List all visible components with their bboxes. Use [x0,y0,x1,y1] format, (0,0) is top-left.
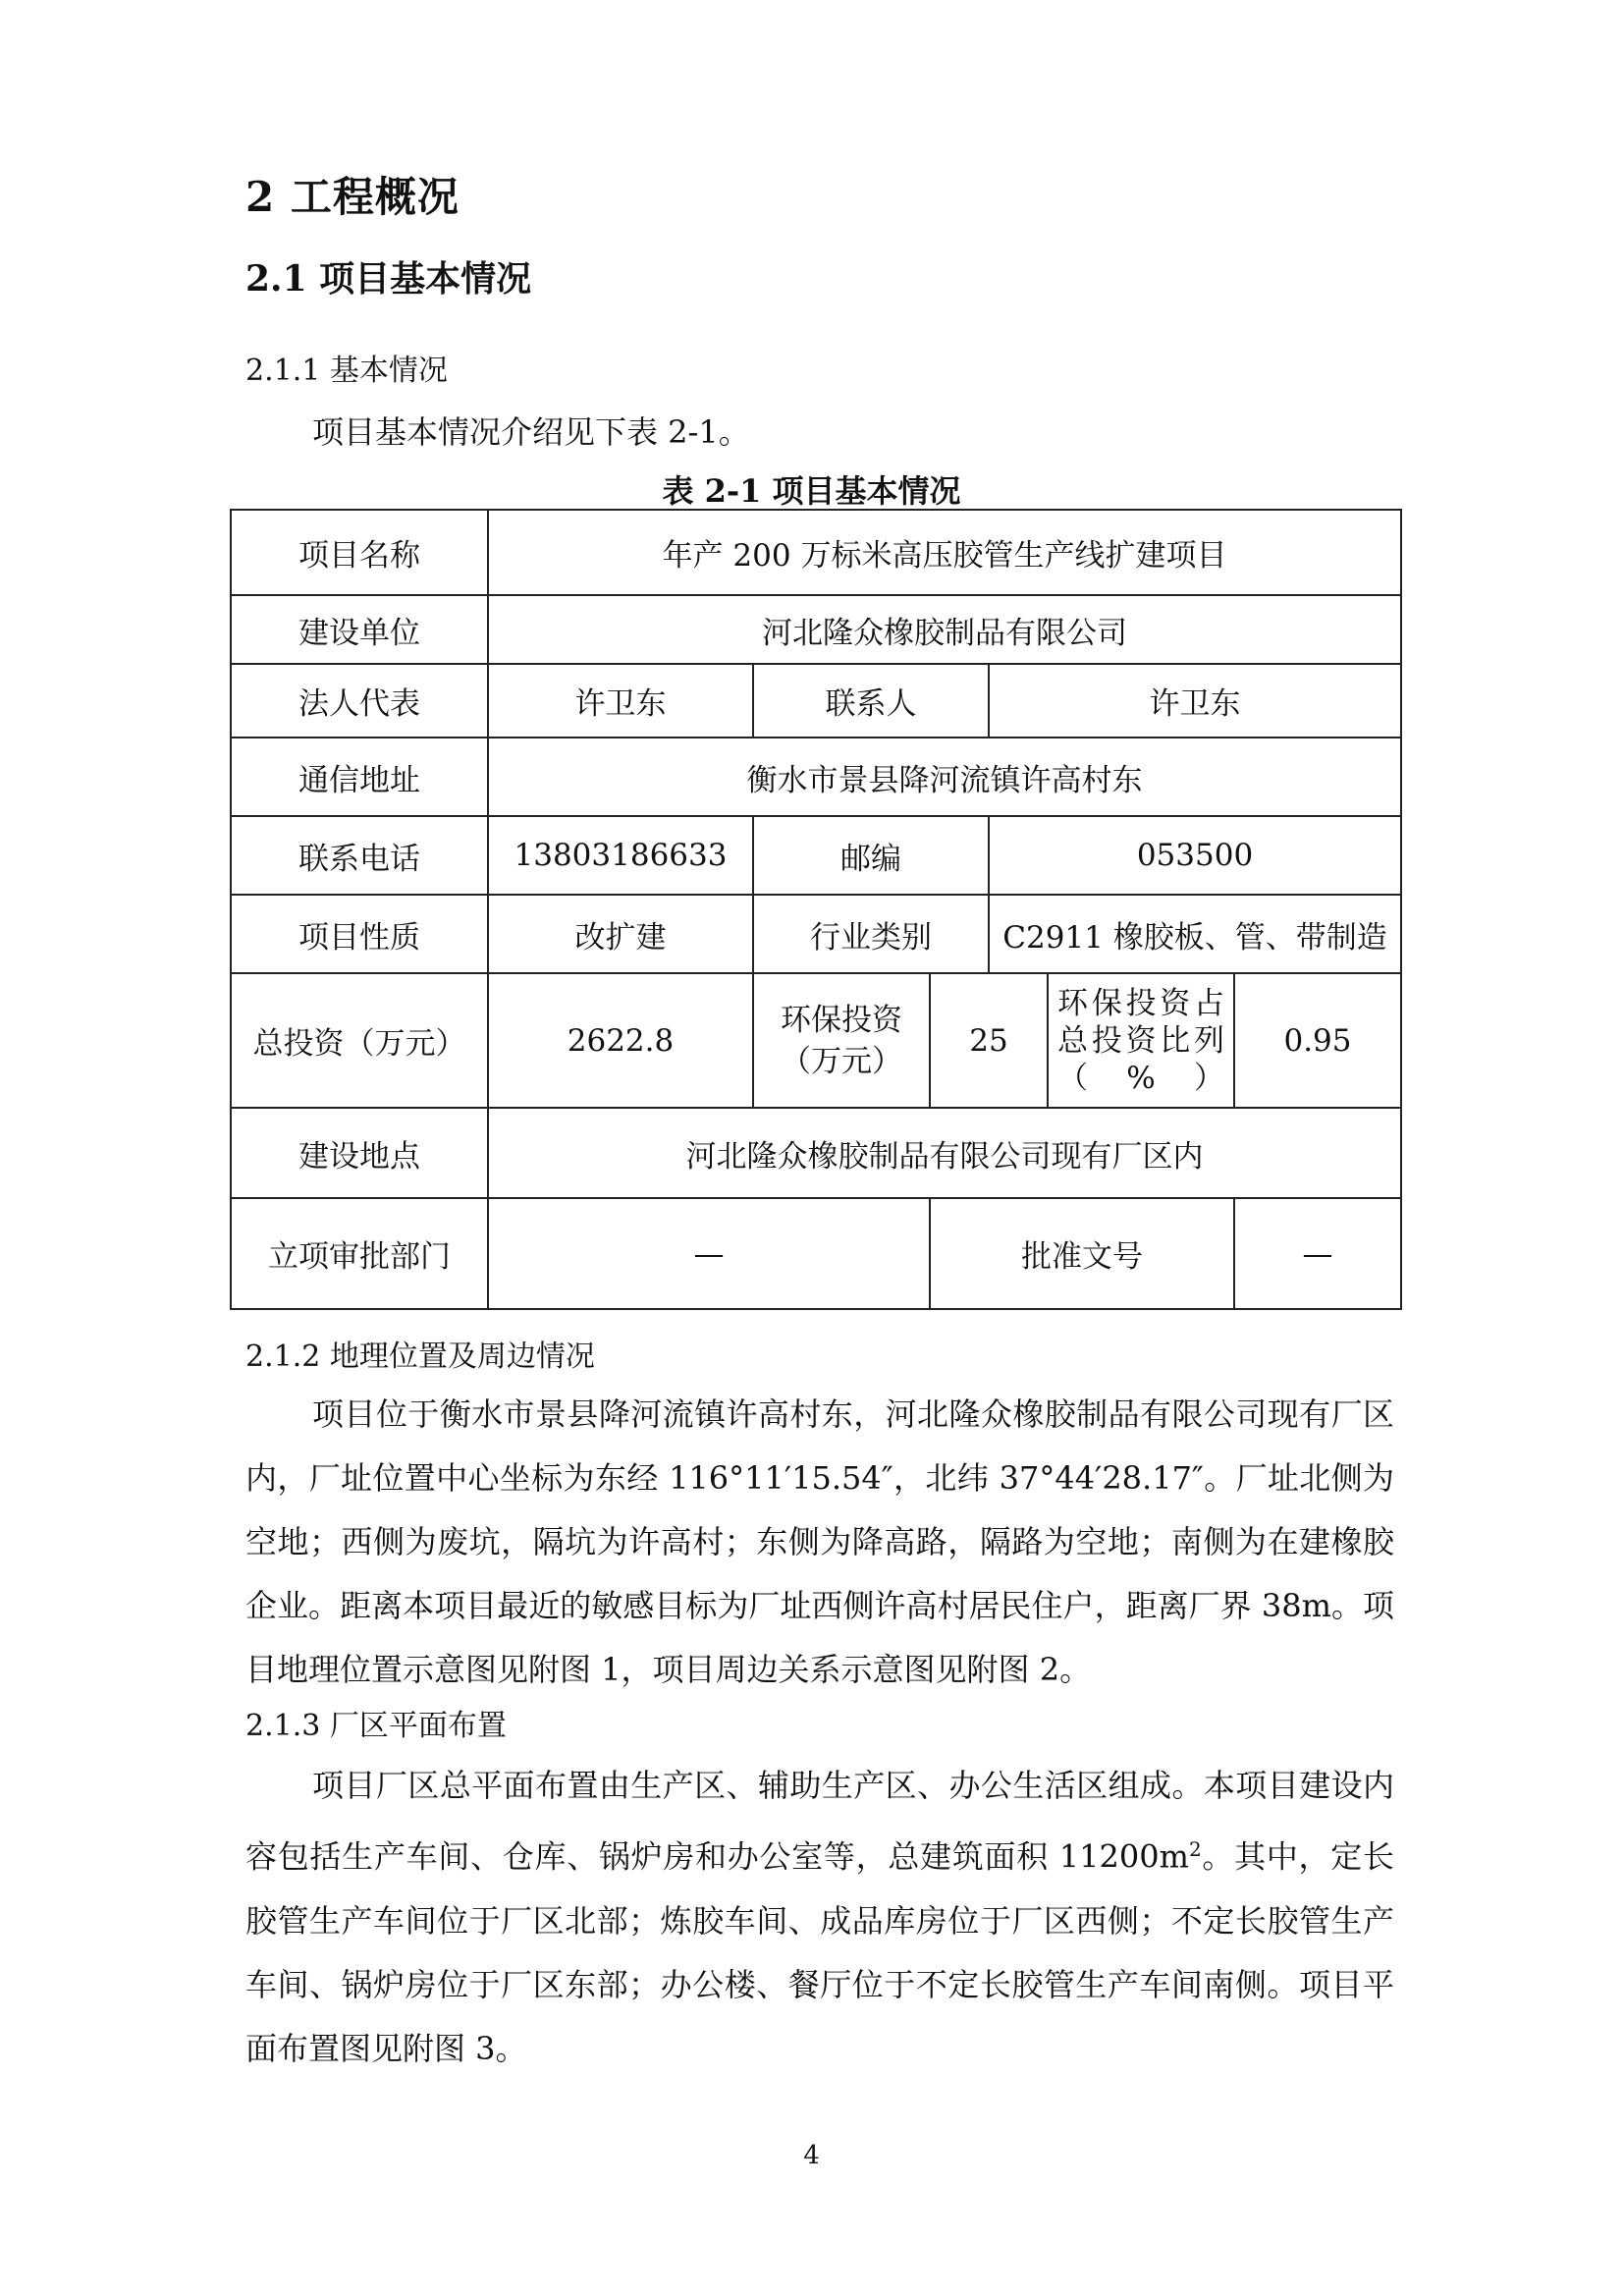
table-label: 总投资（万元） [231,973,488,1108]
location-paragraph: 项目位于衡水市景县降河流镇许高村东，河北隆众橡胶制品有限公司现有厂区内，厂址位置中心坐标为东经 116°11′15.54″，北纬 37°44′28.17″。厂址北侧为空地；西侧为废坑，隔坑为许高村；东侧为降高路，隔路为空地；南侧为在建橡胶企业。距离本项目最近的敏感目标为厂址西侧许高村居民住户，距离厂界 38m。项目地理位置示意图见附图 1，项目周边关系示意图见附图 2。 [245,1395,1394,1688]
subsection-heading-2-1-3: 2.1.3 厂区平面布置 [245,1709,507,1743]
table-row [231,664,1401,738]
table-value: — [1234,1198,1401,1309]
superscript-2: 2 [1188,1837,1202,1861]
table-row [231,595,1401,664]
table-label: 项目名称 [231,510,488,595]
table-value: 13803186633 [488,816,753,895]
table-value: 年产 200 万标米高压胶管生产线扩建项目 [488,510,1401,595]
chapter-heading: 2 工程概况 [245,173,460,221]
table-label: 项目性质 [231,895,488,973]
table-label: 立项审批部门 [231,1198,488,1309]
table-value: 河北隆众橡胶制品有限公司 [488,595,1401,664]
table-value: 许卫东 [989,664,1401,738]
subsection-heading-2-1-1: 2.1.1 基本情况 [245,354,448,388]
table-label: 通信地址 [231,738,488,816]
env-ratio-label: 环保投资占总投资比列（%） [1057,985,1224,1096]
table-row [231,738,1401,816]
table-label: 邮编 [753,816,989,895]
table-value: — [488,1198,930,1309]
table-value: 河北隆众橡胶制品有限公司现有厂区内 [488,1108,1401,1198]
table-row [231,1198,1401,1309]
table-label: 行业类别 [753,895,989,973]
table-label: 建设地点 [231,1108,488,1198]
intro-paragraph: 项目基本情况介绍见下表 2-1。 [312,413,750,451]
subsection-heading-2-1-2: 2.1.2 地理位置及周边情况 [245,1339,595,1374]
section-heading: 2.1 项目基本情况 [245,258,532,300]
table-label: 建设单位 [231,595,488,664]
table-value: 0.95 [1234,973,1401,1108]
table-row [231,816,1401,895]
table-row [231,510,1401,595]
layout-paragraph [245,1754,1394,2081]
table-row [231,1108,1401,1198]
table-value: 053500 [989,816,1401,895]
layout-text-a: 项目厂区总平面布置由生产区、辅助生产区、办公生活区组成。本项目建设内容包括生产车间、仓库、锅炉房和办公室等，总建筑面积 11200m [245,1767,1394,1876]
table-value: 25 [930,973,1048,1108]
table-value: 改扩建 [488,895,753,973]
page-number: 4 [803,2141,820,2170]
table-value: C2911 橡胶板、管、带制造 [989,895,1401,973]
table-label: 法人代表 [231,664,488,738]
table-label: 环保投资（万元） [753,973,930,1108]
table-label: 批准文号 [930,1198,1234,1309]
table-label [1048,973,1234,1108]
table-value: 衡水市景县降河流镇许高村东 [488,738,1401,816]
layout-text-b: 。其中，定长胶管生产车间位于厂区北部；炼胶车间、成品库房位于厂区西侧；不定长胶管生产车间、锅炉房位于厂区东部；办公楼、餐厅位于不定长胶管生产车间南侧。项目平面布置图见附图 3。 [245,1837,1394,2067]
table-value: 2622.8 [488,973,753,1108]
table-label: 联系人 [753,664,989,738]
table-caption: 表 2-1 项目基本情况 [662,472,961,510]
table-row [231,895,1401,973]
table-label: 联系电话 [231,816,488,895]
table-value: 许卫东 [488,664,753,738]
table-row [231,973,1401,1108]
project-info-table [230,509,1402,1310]
